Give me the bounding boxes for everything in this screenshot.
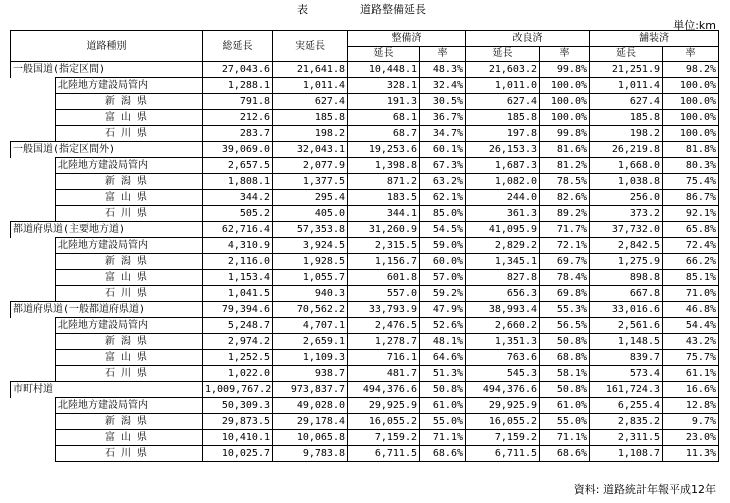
cell-paved-rate: 66.2%	[663, 254, 719, 270]
cell-modified-length: 26,153.3	[466, 142, 540, 158]
cell-actual-length: 973,837.7	[273, 382, 348, 398]
table-label: 表	[297, 3, 308, 16]
cell-improved-length: 1,156.7	[348, 254, 420, 270]
cell-paved-length: 185.8	[590, 110, 663, 126]
cell-actual-length: 627.4	[273, 94, 348, 110]
cell-improved-rate: 61.0%	[420, 398, 466, 414]
cell-total-length: 29,873.5	[203, 414, 273, 430]
cell-improved-rate: 59.2%	[420, 286, 466, 302]
indent-cell	[11, 174, 56, 190]
cell-modified-rate: 89.2%	[540, 206, 590, 222]
indent-cell	[11, 94, 56, 110]
table-row	[11, 286, 719, 302]
header-road-type: 道路種別	[11, 31, 203, 62]
table-row	[11, 270, 719, 286]
cell-modified-rate: 71.7%	[540, 222, 590, 238]
cell-improved-rate: 52.6%	[420, 318, 466, 334]
cell-improved-length: 6,711.5	[348, 446, 420, 462]
cell-paved-length: 198.2	[590, 126, 663, 142]
row-label: 北陸地方建設局管内	[56, 238, 203, 254]
cell-modified-length: 6,711.5	[466, 446, 540, 462]
table-title: 道路整備延長	[360, 3, 426, 16]
cell-improved-length: 31,260.9	[348, 222, 420, 238]
cell-total-length: 1,808.1	[203, 174, 273, 190]
row-label: 市町村道	[11, 382, 203, 398]
cell-modified-rate: 61.0%	[540, 398, 590, 414]
cell-modified-length: 41,095.9	[466, 222, 540, 238]
table-row	[11, 350, 719, 366]
cell-actual-length: 2,077.9	[273, 158, 348, 174]
table-row	[11, 174, 719, 190]
row-label: 新潟県	[56, 94, 203, 110]
cell-paved-length: 2,842.5	[590, 238, 663, 254]
cell-paved-length: 839.7	[590, 350, 663, 366]
cell-paved-rate: 100.0%	[663, 126, 719, 142]
cell-paved-rate: 46.8%	[663, 302, 719, 318]
table-row	[11, 110, 719, 126]
indent-cell	[11, 334, 56, 350]
cell-actual-length: 1,011.4	[273, 78, 348, 94]
table-body	[11, 62, 719, 462]
cell-modified-rate: 56.5%	[540, 318, 590, 334]
indent-cell	[11, 446, 56, 462]
cell-paved-rate: 80.3%	[663, 158, 719, 174]
indent-cell	[11, 318, 56, 334]
cell-total-length: 344.2	[203, 190, 273, 206]
row-label: 新潟県	[56, 414, 203, 430]
road-length-table	[10, 30, 719, 462]
cell-modified-length: 763.6	[466, 350, 540, 366]
cell-actual-length: 1,055.7	[273, 270, 348, 286]
indent-cell	[11, 78, 56, 94]
header-modified-rate: 率	[540, 47, 590, 62]
header-actual-length: 実延長	[273, 31, 348, 62]
cell-improved-rate: 85.0%	[420, 206, 466, 222]
cell-modified-length: 1,345.1	[466, 254, 540, 270]
cell-paved-rate: 81.8%	[663, 142, 719, 158]
cell-paved-length: 26,219.8	[590, 142, 663, 158]
cell-improved-rate: 51.3%	[420, 366, 466, 382]
cell-total-length: 27,043.6	[203, 62, 273, 78]
cell-improved-rate: 48.3%	[420, 62, 466, 78]
cell-actual-length: 405.0	[273, 206, 348, 222]
cell-paved-rate: 75.7%	[663, 350, 719, 366]
cell-improved-rate: 64.6%	[420, 350, 466, 366]
header-improved-length: 延長	[348, 47, 420, 62]
cell-total-length: 62,716.4	[203, 222, 273, 238]
cell-paved-rate: 43.2%	[663, 334, 719, 350]
row-label: 富山県	[56, 430, 203, 446]
row-label: 石川県	[56, 126, 203, 142]
cell-modified-rate: 99.8%	[540, 126, 590, 142]
cell-improved-length: 2,476.5	[348, 318, 420, 334]
cell-paved-length: 6,255.4	[590, 398, 663, 414]
cell-paved-rate: 54.4%	[663, 318, 719, 334]
cell-actual-length: 29,178.4	[273, 414, 348, 430]
cell-improved-rate: 54.5%	[420, 222, 466, 238]
cell-improved-length: 1,278.7	[348, 334, 420, 350]
cell-modified-length: 16,055.2	[466, 414, 540, 430]
cell-total-length: 1,041.5	[203, 286, 273, 302]
cell-actual-length: 1,928.5	[273, 254, 348, 270]
table-row	[11, 62, 719, 78]
indent-cell	[11, 190, 56, 206]
row-label: 富山県	[56, 350, 203, 366]
header-total-length: 総延長	[203, 31, 273, 62]
cell-improved-rate: 34.7%	[420, 126, 466, 142]
cell-improved-length: 10,448.1	[348, 62, 420, 78]
cell-total-length: 2,974.2	[203, 334, 273, 350]
cell-modified-length: 2,660.2	[466, 318, 540, 334]
row-label: 北陸地方建設局管内	[56, 158, 203, 174]
cell-modified-rate: 78.4%	[540, 270, 590, 286]
table-row	[11, 238, 719, 254]
row-label: 都道府県道(主要地方道)	[11, 222, 203, 238]
cell-paved-length: 256.0	[590, 190, 663, 206]
cell-improved-length: 871.2	[348, 174, 420, 190]
cell-paved-length: 373.2	[590, 206, 663, 222]
cell-total-length: 791.8	[203, 94, 273, 110]
cell-improved-length: 481.7	[348, 366, 420, 382]
cell-paved-rate: 100.0%	[663, 94, 719, 110]
cell-modified-rate: 50.8%	[540, 382, 590, 398]
row-label: 新潟県	[56, 254, 203, 270]
table-row	[11, 142, 719, 158]
cell-modified-rate: 55.3%	[540, 302, 590, 318]
row-label: 富山県	[56, 190, 203, 206]
cell-modified-length: 545.3	[466, 366, 540, 382]
cell-paved-rate: 71.0%	[663, 286, 719, 302]
table-row	[11, 366, 719, 382]
row-label: 新潟県	[56, 174, 203, 190]
header-modified-length: 延長	[466, 47, 540, 62]
cell-actual-length: 295.4	[273, 190, 348, 206]
cell-paved-rate: 85.1%	[663, 270, 719, 286]
cell-improved-length: 601.8	[348, 270, 420, 286]
table-row	[11, 254, 719, 270]
cell-total-length: 1,009,767.2	[203, 382, 273, 398]
row-label: 都道府県道(一般都道府県道)	[11, 302, 203, 318]
cell-total-length: 4,310.9	[203, 238, 273, 254]
indent-cell	[11, 430, 56, 446]
cell-improved-rate: 67.3%	[420, 158, 466, 174]
table-row	[11, 414, 719, 430]
row-label: 富山県	[56, 270, 203, 286]
source-note: 資料: 道路統計年報平成12年	[573, 483, 716, 496]
cell-modified-length: 361.3	[466, 206, 540, 222]
cell-actual-length: 70,562.2	[273, 302, 348, 318]
cell-modified-length: 185.8	[466, 110, 540, 126]
cell-modified-rate: 78.5%	[540, 174, 590, 190]
cell-paved-rate: 98.2%	[663, 62, 719, 78]
table-row	[11, 190, 719, 206]
cell-total-length: 283.7	[203, 126, 273, 142]
cell-modified-length: 494,376.6	[466, 382, 540, 398]
table-row	[11, 158, 719, 174]
cell-paved-rate: 23.0%	[663, 430, 719, 446]
cell-actual-length: 2,659.1	[273, 334, 348, 350]
cell-improved-length: 557.0	[348, 286, 420, 302]
cell-modified-rate: 81.6%	[540, 142, 590, 158]
cell-improved-length: 1,398.8	[348, 158, 420, 174]
table-row	[11, 446, 719, 462]
cell-actual-length: 4,707.1	[273, 318, 348, 334]
row-label: 北陸地方建設局管内	[56, 78, 203, 94]
cell-total-length: 505.2	[203, 206, 273, 222]
cell-modified-rate: 69.8%	[540, 286, 590, 302]
cell-paved-length: 627.4	[590, 94, 663, 110]
cell-paved-length: 1,148.5	[590, 334, 663, 350]
cell-paved-length: 1,011.4	[590, 78, 663, 94]
indent-cell	[11, 254, 56, 270]
header-improved: 整備済	[348, 31, 466, 47]
cell-modified-length: 1,351.3	[466, 334, 540, 350]
cell-actual-length: 3,924.5	[273, 238, 348, 254]
cell-improved-length: 68.7	[348, 126, 420, 142]
cell-improved-length: 328.1	[348, 78, 420, 94]
cell-modified-length: 197.8	[466, 126, 540, 142]
cell-improved-length: 494,376.6	[348, 382, 420, 398]
cell-total-length: 212.6	[203, 110, 273, 126]
cell-modified-length: 1,011.0	[466, 78, 540, 94]
cell-improved-length: 183.5	[348, 190, 420, 206]
cell-paved-rate: 86.7%	[663, 190, 719, 206]
cell-paved-length: 1,038.8	[590, 174, 663, 190]
cell-improved-length: 344.1	[348, 206, 420, 222]
indent-cell	[11, 286, 56, 302]
cell-improved-rate: 48.1%	[420, 334, 466, 350]
cell-modified-length: 827.8	[466, 270, 540, 286]
cell-modified-rate: 100.0%	[540, 94, 590, 110]
row-label: 新潟県	[56, 334, 203, 350]
cell-paved-rate: 9.7%	[663, 414, 719, 430]
cell-modified-rate: 72.1%	[540, 238, 590, 254]
cell-modified-length: 244.0	[466, 190, 540, 206]
cell-actual-length: 21,641.8	[273, 62, 348, 78]
cell-modified-length: 627.4	[466, 94, 540, 110]
cell-paved-rate: 75.4%	[663, 174, 719, 190]
cell-actual-length: 32,043.1	[273, 142, 348, 158]
cell-total-length: 2,657.5	[203, 158, 273, 174]
table-row	[11, 382, 719, 398]
cell-improved-length: 191.3	[348, 94, 420, 110]
indent-cell	[11, 110, 56, 126]
cell-total-length: 39,069.0	[203, 142, 273, 158]
table-row	[11, 222, 719, 238]
cell-total-length: 1,153.4	[203, 270, 273, 286]
cell-modified-length: 656.3	[466, 286, 540, 302]
cell-total-length: 10,410.1	[203, 430, 273, 446]
table-row	[11, 334, 719, 350]
indent-cell	[11, 366, 56, 382]
cell-modified-rate: 100.0%	[540, 78, 590, 94]
cell-total-length: 10,025.7	[203, 446, 273, 462]
cell-total-length: 79,394.6	[203, 302, 273, 318]
cell-total-length: 2,116.0	[203, 254, 273, 270]
cell-modified-rate: 69.7%	[540, 254, 590, 270]
table-row	[11, 318, 719, 334]
cell-modified-length: 38,993.4	[466, 302, 540, 318]
cell-paved-length: 1,668.0	[590, 158, 663, 174]
cell-improved-rate: 59.0%	[420, 238, 466, 254]
indent-cell	[11, 206, 56, 222]
cell-improved-rate: 71.1%	[420, 430, 466, 446]
row-label: 石川県	[56, 446, 203, 462]
cell-actual-length: 9,783.8	[273, 446, 348, 462]
cell-actual-length: 1,109.3	[273, 350, 348, 366]
indent-cell	[11, 158, 56, 174]
row-label: 石川県	[56, 206, 203, 222]
cell-paved-rate: 61.1%	[663, 366, 719, 382]
cell-improved-rate: 68.6%	[420, 446, 466, 462]
cell-actual-length: 940.3	[273, 286, 348, 302]
cell-modified-length: 29,925.9	[466, 398, 540, 414]
cell-paved-length: 2,311.5	[590, 430, 663, 446]
cell-total-length: 5,248.7	[203, 318, 273, 334]
cell-modified-rate: 58.1%	[540, 366, 590, 382]
cell-improved-length: 16,055.2	[348, 414, 420, 430]
cell-paved-length: 1,275.9	[590, 254, 663, 270]
cell-paved-rate: 92.1%	[663, 206, 719, 222]
cell-total-length: 50,309.3	[203, 398, 273, 414]
header-paved-rate: 率	[663, 47, 719, 62]
row-label: 富山県	[56, 110, 203, 126]
table-row	[11, 302, 719, 318]
cell-total-length: 1,022.0	[203, 366, 273, 382]
table-row	[11, 78, 719, 94]
header-improved-rate: 率	[420, 47, 466, 62]
cell-improved-rate: 30.5%	[420, 94, 466, 110]
cell-improved-rate: 57.0%	[420, 270, 466, 286]
cell-improved-rate: 63.2%	[420, 174, 466, 190]
cell-modified-length: 21,603.2	[466, 62, 540, 78]
cell-paved-length: 898.8	[590, 270, 663, 286]
cell-paved-rate: 65.8%	[663, 222, 719, 238]
cell-modified-rate: 55.0%	[540, 414, 590, 430]
header-paved: 舗装済	[590, 31, 719, 47]
table-row	[11, 398, 719, 414]
indent-cell	[11, 350, 56, 366]
cell-actual-length: 1,377.5	[273, 174, 348, 190]
cell-modified-rate: 68.8%	[540, 350, 590, 366]
cell-improved-rate: 32.4%	[420, 78, 466, 94]
cell-paved-length: 2,835.2	[590, 414, 663, 430]
cell-modified-length: 2,829.2	[466, 238, 540, 254]
cell-paved-rate: 72.4%	[663, 238, 719, 254]
cell-paved-length: 37,732.0	[590, 222, 663, 238]
cell-improved-rate: 47.9%	[420, 302, 466, 318]
cell-improved-length: 7,159.2	[348, 430, 420, 446]
cell-actual-length: 10,065.8	[273, 430, 348, 446]
cell-improved-rate: 55.0%	[420, 414, 466, 430]
row-label: 一般国道(指定区間)	[11, 62, 203, 78]
table-row	[11, 126, 719, 142]
cell-improved-rate: 62.1%	[420, 190, 466, 206]
cell-paved-length: 161,724.3	[590, 382, 663, 398]
header-modified: 改良済	[466, 31, 590, 47]
cell-paved-length: 2,561.6	[590, 318, 663, 334]
cell-improved-length: 68.1	[348, 110, 420, 126]
header-paved-length: 延長	[590, 47, 663, 62]
cell-actual-length: 57,353.8	[273, 222, 348, 238]
cell-paved-length: 21,251.9	[590, 62, 663, 78]
cell-improved-rate: 50.8%	[420, 382, 466, 398]
cell-total-length: 1,288.1	[203, 78, 273, 94]
cell-paved-rate: 12.8%	[663, 398, 719, 414]
cell-paved-length: 33,016.6	[590, 302, 663, 318]
cell-modified-rate: 81.2%	[540, 158, 590, 174]
cell-improved-length: 2,315.5	[348, 238, 420, 254]
cell-modified-rate: 68.6%	[540, 446, 590, 462]
cell-modified-rate: 100.0%	[540, 110, 590, 126]
cell-improved-length: 29,925.9	[348, 398, 420, 414]
cell-actual-length: 938.7	[273, 366, 348, 382]
table-row	[11, 430, 719, 446]
row-label: 北陸地方建設局管内	[56, 318, 203, 334]
cell-actual-length: 49,028.0	[273, 398, 348, 414]
cell-paved-length: 573.4	[590, 366, 663, 382]
cell-improved-length: 716.1	[348, 350, 420, 366]
cell-actual-length: 185.8	[273, 110, 348, 126]
cell-modified-length: 1,687.3	[466, 158, 540, 174]
cell-modified-rate: 82.6%	[540, 190, 590, 206]
cell-improved-rate: 60.0%	[420, 254, 466, 270]
indent-cell	[11, 414, 56, 430]
cell-paved-rate: 16.6%	[663, 382, 719, 398]
row-label: 石川県	[56, 366, 203, 382]
cell-improved-length: 33,793.9	[348, 302, 420, 318]
cell-paved-rate: 11.3%	[663, 446, 719, 462]
unit-label: 単位:km	[673, 19, 716, 32]
cell-total-length: 1,252.5	[203, 350, 273, 366]
cell-paved-length: 1,108.7	[590, 446, 663, 462]
cell-modified-length: 7,159.2	[466, 430, 540, 446]
cell-paved-rate: 100.0%	[663, 78, 719, 94]
indent-cell	[11, 126, 56, 142]
cell-modified-rate: 71.1%	[540, 430, 590, 446]
row-label: 北陸地方建設局管内	[56, 398, 203, 414]
cell-improved-rate: 36.7%	[420, 110, 466, 126]
cell-modified-length: 1,082.0	[466, 174, 540, 190]
indent-cell	[11, 270, 56, 286]
table-row	[11, 94, 719, 110]
indent-cell	[11, 398, 56, 414]
cell-actual-length: 198.2	[273, 126, 348, 142]
indent-cell	[11, 238, 56, 254]
row-label: 石川県	[56, 286, 203, 302]
cell-improved-length: 19,253.6	[348, 142, 420, 158]
cell-modified-rate: 99.8%	[540, 62, 590, 78]
cell-modified-rate: 50.8%	[540, 334, 590, 350]
cell-paved-rate: 100.0%	[663, 110, 719, 126]
cell-improved-rate: 60.1%	[420, 142, 466, 158]
table-row	[11, 206, 719, 222]
row-label: 一般国道(指定区間外)	[11, 142, 203, 158]
cell-paved-length: 667.8	[590, 286, 663, 302]
